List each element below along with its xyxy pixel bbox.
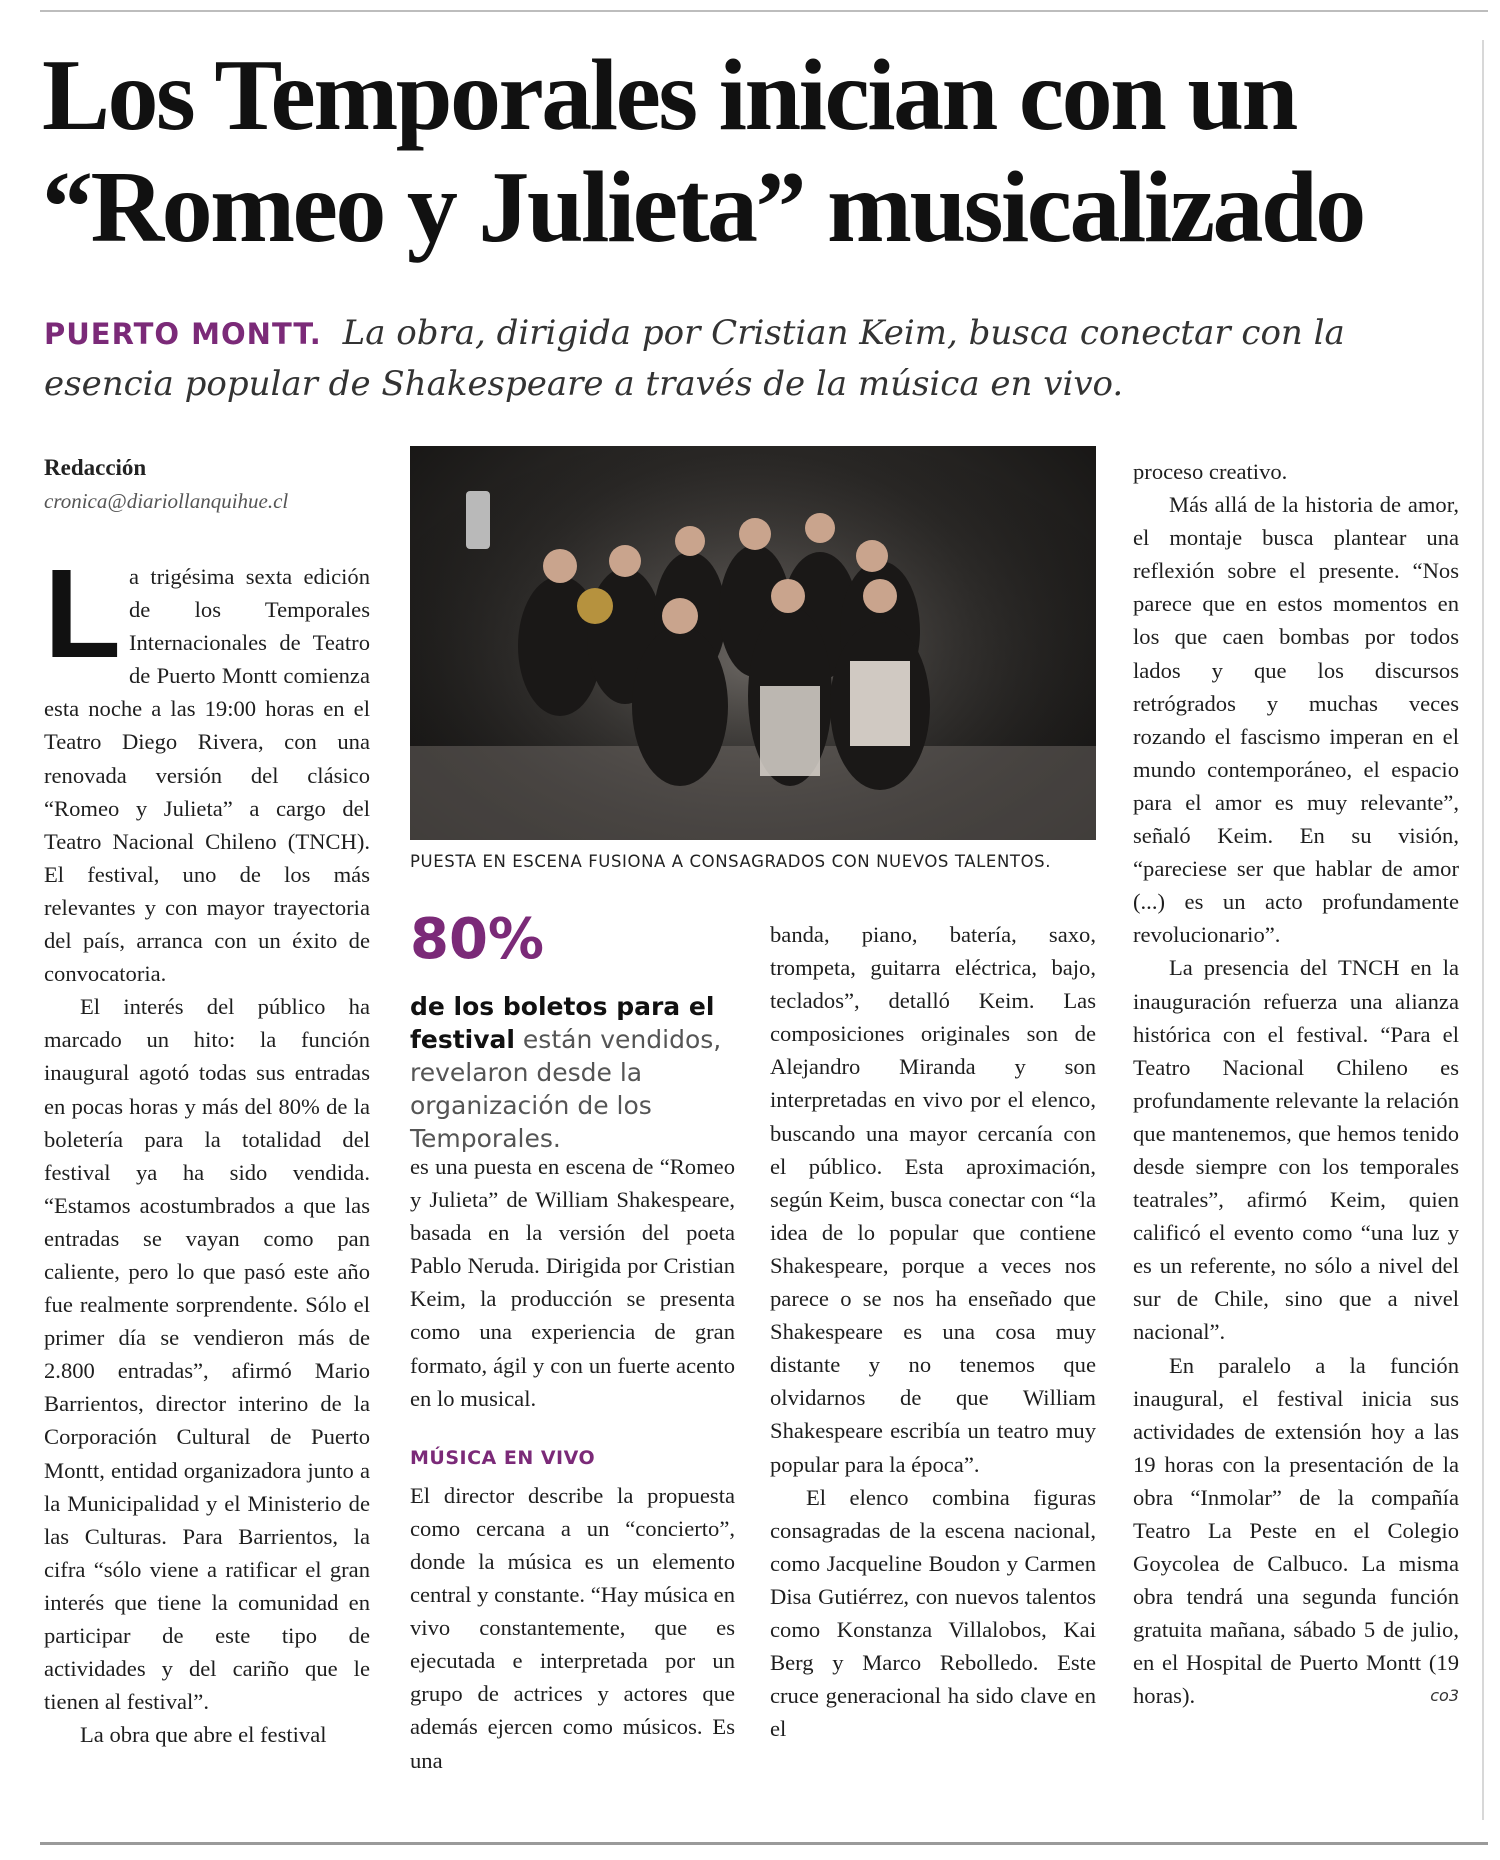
top-rule bbox=[40, 10, 1488, 12]
stat-callout bbox=[410, 907, 740, 1155]
author-email[interactable]: cronica@diariollanquihue.cl bbox=[44, 489, 289, 513]
drop-cap: L bbox=[44, 543, 121, 684]
photo-caption: PUESTA EN ESCENA FUSIONA A CONSAGRADOS CON NUEVOS TALENTOS. bbox=[410, 852, 1052, 871]
column-1 bbox=[44, 543, 370, 1751]
headline-line-2: “Romeo y Julieta” musicalizado bbox=[42, 151, 1364, 264]
column-4 bbox=[1133, 455, 1459, 1713]
paragraph: Más allá de la historia de amor, el montaje busca plantear una reflexión sobre el presente. “Nos parece que en estos momentos en los que caen bombas por todos lados y que los discursos retrógrados y muchas veces rozando el fascismo imperan en el mundo contemporáneo, el espacio para el amor es muy relevante”, señaló Keim. En su visión, “pareciese ser que hablar de amor (...) es un acto profundamente revolucionario”. bbox=[1133, 492, 1459, 948]
column-2 bbox=[410, 1150, 735, 1777]
bottom-rule bbox=[40, 1842, 1488, 1845]
stage-photo bbox=[410, 446, 1096, 840]
deck bbox=[44, 308, 1444, 409]
photo-illustration bbox=[410, 446, 1096, 840]
headline bbox=[42, 40, 1462, 264]
author: Redacción bbox=[44, 455, 147, 480]
paragraph: En paralelo a la función inaugural, el festival inicia sus actividades de extensión hoy a las 19 horas con la presentación de la obra “Inmolar” de la compañía Teatro La Peste en el Colegio Goycolea de Calbuco. La misma obra tendrá una segunda función gratuita mañana, sábado 5 de julio, en el Hospital de Puerto Montt (19 horas). co3 bbox=[1133, 1349, 1459, 1713]
byline bbox=[44, 455, 288, 514]
deck-text: La obra, dirigida por Cristian Keim, busca conectar con la esencia popular de Shakespeare a través de la música en vivo. bbox=[44, 313, 1345, 404]
paragraph: El elenco combina figuras consagradas de la escena nacional, como Jacqueline Boudon y Carmen Disa Gutiérrez, con nuevos talentos como Konstanza Villalobos, Kai Berg y Marco Rebolledo. Este cruce generacional ha sido clave en el bbox=[770, 1484, 1096, 1742]
headline-line-1: Los Temporales inician con un bbox=[42, 39, 1296, 152]
stat-description: de los boletos para el festival están vendidos, revelaron desde la organización de los Temporales. bbox=[410, 992, 722, 1153]
author-signature: co3 bbox=[1430, 1686, 1459, 1706]
paragraph: La presencia del TNCH en la inauguración refuerza una alianza histórica con el festival. “Para el Teatro Nacional Chileno es profundamente relevante la relación que mantenemos, que hemos tenido desde siempre con los temporales teatrales”, afirmó Keim, quien calificó el evento como “una luz y es un referente, no sólo a nivel del sur de Chile, sino que a nivel nacional”. bbox=[1133, 955, 1459, 1345]
dateline-place: PUERTO MONTT. bbox=[44, 317, 322, 351]
paragraph: La trigésima sexta edición de los Temporales Internacionales de Teatro de Puerto Montt comienza esta noche a las 19:00 horas en el Teatro Diego Rivera, con una renovada versión del clásico “Romeo y Julieta” a cargo del Teatro Nacional Chileno (TNCH). El festival, uno de los más relevantes y con mayor trayectoria del país, arranca con un éxito de convocatoria. bbox=[44, 543, 370, 987]
paragraph: es una puesta en escena de “Romeo y Julieta” de William Shakespeare, basada en la versión del poeta Pablo Neruda. Dirigida por Cristian Keim, la producción se presenta como una experiencia de gran formato, ágil y con un fuerte acento en lo musical. bbox=[410, 1154, 735, 1411]
paragraph: proceso creativo. bbox=[1133, 459, 1288, 484]
right-edge-rule bbox=[1482, 40, 1484, 1820]
stat-number: 80% bbox=[410, 907, 545, 972]
paragraph: El interés del público ha marcado un hito: la función inaugural agotó todas sus entradas en pocas horas y más del 80% de la boletería para la totalidad del festival ya ha sido vendida. “Estamos acostumbrados a que las entradas se vayan como pan caliente, pero lo que pasó este año fue realmente sorprendente. Sólo el primer día se vendieron más de 2.800 entradas”, afirmó Mario Barrientos, director interino de la Corporación Cultural de Puerto Montt, entidad organizadora junto a la Municipalidad y el Ministerio de las Culturas. Para Barrientos, la cifra “sólo viene a ratificar el gran interés que tiene la comunidad en participar de este tipo de actividades y del cariño que le tienen al festival”. bbox=[44, 994, 370, 1715]
paragraph: La obra que abre el festival bbox=[80, 1722, 327, 1748]
section-subhead: MÚSICA EN VIVO bbox=[410, 1446, 596, 1469]
column-3 bbox=[770, 918, 1096, 1745]
paragraph: El director describe la propuesta como cercana a un “concierto”, donde la música es un elemento central y constante. “Hay música en vivo constantemente, que es ejecutada e interpretada por un grupo de actrices y actores que además ejercen como músicos. Es una bbox=[410, 1482, 735, 1773]
paragraph: banda, piano, batería, saxo, trompeta, guitarra eléctrica, bajo, teclados”, detalló Keim. Las composiciones originales son de Alejandro Miranda y son interpretadas en vivo por el elenco, buscando una mayor cercanía con el público. Esta aproximación, según Keim, busca conectar con “la idea de lo popular que contiene Shakespeare, porque a veces nos parece o se nos ha enseñado que Shakespeare es una cosa muy distante y no tenemos que olvidarnos de que William Shakespeare escribía un teatro muy popular para la época”. bbox=[770, 922, 1096, 1477]
